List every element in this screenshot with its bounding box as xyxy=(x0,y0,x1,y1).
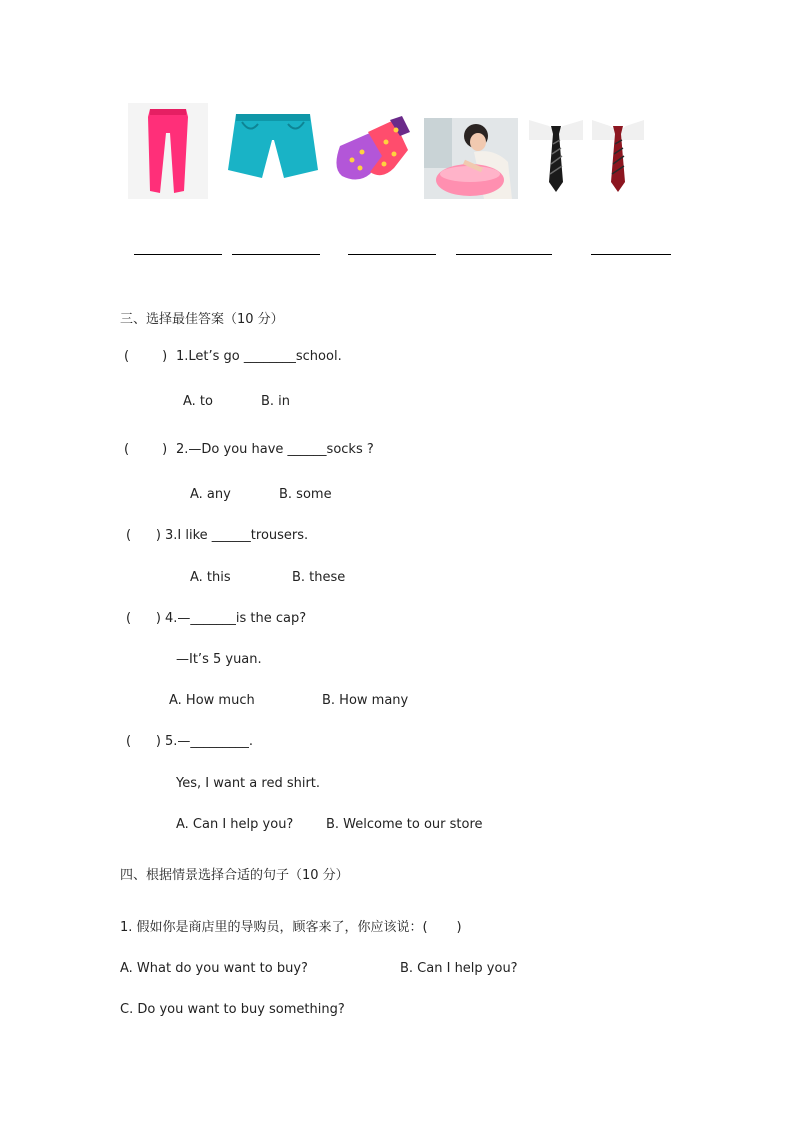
socks-image xyxy=(330,112,416,198)
answer-blank-5[interactable] xyxy=(591,254,671,255)
section4-option-c[interactable]: C. Do you want to buy something? xyxy=(120,1002,345,1017)
q3-option-a[interactable]: A. this xyxy=(190,570,231,585)
section4-option-a[interactable]: A. What do you want to buy? xyxy=(120,961,308,976)
q1-paren[interactable]: ( ) xyxy=(124,349,168,364)
answer-blank-4[interactable] xyxy=(456,254,552,255)
q5-stem: 5.—_________. xyxy=(165,734,254,749)
black-tie-image xyxy=(525,116,587,196)
section4-option-b[interactable]: B. Can I help you? xyxy=(400,961,518,976)
q4-option-a[interactable]: A. How much xyxy=(169,693,255,708)
q2-paren[interactable]: ( ) xyxy=(124,442,168,457)
q5-paren[interactable]: ( ) xyxy=(126,734,161,749)
q5-option-b[interactable]: B. Welcome to our store xyxy=(326,817,483,832)
q3-paren[interactable]: ( ) xyxy=(126,528,161,543)
q4-paren[interactable]: ( ) xyxy=(126,611,161,626)
q1-stem: 1.Let’s go ________school. xyxy=(176,349,342,364)
q5-option-a[interactable]: A. Can I help you? xyxy=(176,817,294,832)
q1-option-b[interactable]: B. in xyxy=(261,394,291,409)
woman-washing-image xyxy=(424,118,518,199)
q4-option-b[interactable]: B. How many xyxy=(322,693,409,708)
section3-heading: 三、选择最佳答案（10 分） xyxy=(120,312,284,327)
q1-option-a[interactable]: A. to xyxy=(183,394,213,409)
q2-option-b[interactable]: B. some xyxy=(279,487,332,502)
q4-reply: —It’s 5 yuan. xyxy=(176,652,262,667)
q2-option-a[interactable]: A. any xyxy=(190,487,231,502)
q5-reply: Yes, I want a red shirt. xyxy=(176,776,321,791)
q3-option-b[interactable]: B. these xyxy=(292,570,346,585)
answer-blank-2[interactable] xyxy=(232,254,320,255)
q4-stem: 4.—_______is the cap? xyxy=(165,611,307,626)
red-tie-image xyxy=(588,116,648,196)
section4-heading: 四、根据情景选择合适的句子（10 分） xyxy=(120,868,349,883)
pink-trousers-image xyxy=(128,103,208,199)
q2-stem: 2.—Do you have ______socks ? xyxy=(176,442,374,457)
blue-shorts-image xyxy=(226,110,320,184)
answer-blank-3[interactable] xyxy=(348,254,436,255)
q3-stem: 3.I like ______trousers. xyxy=(165,528,309,543)
answer-blank-1[interactable] xyxy=(134,254,222,255)
section4-q1: 1. 假如你是商店里的导购员，顾客来了，你应该说：( ) xyxy=(120,920,462,935)
